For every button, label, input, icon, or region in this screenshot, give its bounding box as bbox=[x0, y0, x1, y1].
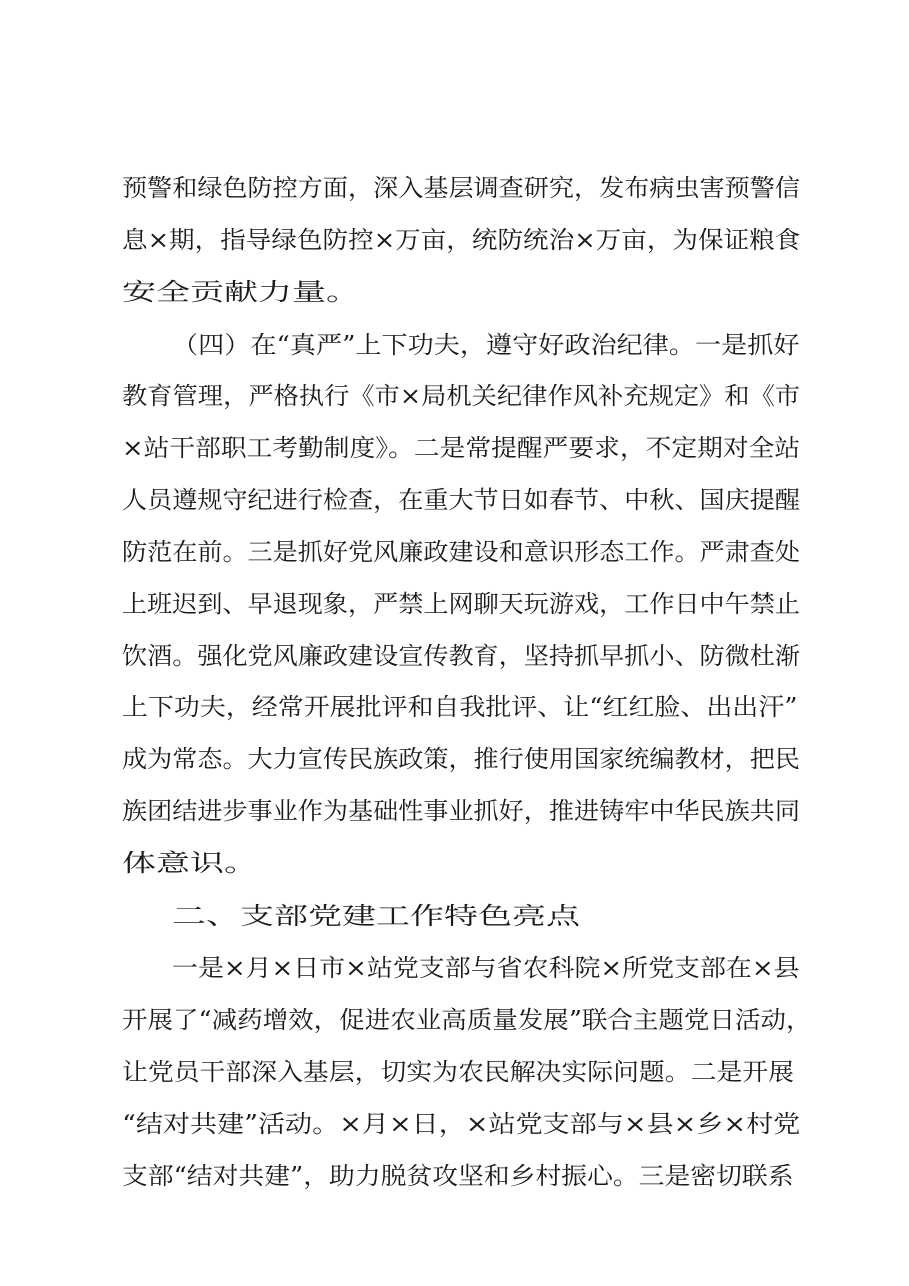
text-line: 体意识。 bbox=[122, 849, 258, 877]
text-line: 人员遵规守纪进行检查，在重大节日如春节、中秋、国庆提醒 bbox=[122, 486, 800, 514]
section-heading: 二、支部党建工作特色亮点 bbox=[172, 902, 580, 930]
text-line: （四）在“真严”上下功夫，遵守好政治纪律。一是抓好 bbox=[172, 331, 800, 359]
text-line: 饮酒。强化党风廉政建设宣传教育，坚持抓早抓小、防微杜渐 bbox=[122, 642, 800, 670]
text-line: 让党员干部深入基层，切实为农民解决实际问题。二是开展 bbox=[122, 1058, 795, 1086]
text-line: 成为常态。大力宣传民族政策，推行使用国家统编教材，把民 bbox=[122, 745, 800, 773]
text-line: 一是×月×日市×站党支部与省农科院×所党支部在×县 bbox=[172, 954, 800, 982]
text-line: 教育管理，严格执行《市×局机关纪律作风补充规定》和《市 bbox=[122, 382, 801, 410]
text-line: 开展了“减药增效，促进农业高质量发展”联合主题党日活动， bbox=[122, 1006, 812, 1034]
text-line: 预警和绿色防控方面，深入基层调查研究，发布病虫害预警信 bbox=[122, 174, 800, 202]
text-line: 上班迟到、早退现象，严禁上网聊天玩游戏，工作日中午禁止 bbox=[122, 590, 800, 618]
text-line: “结对共建”活动。×月×日，×站党支部与×县×乡×村党 bbox=[122, 1110, 801, 1138]
text-line: 上下功夫，经常开展批评和自我批评、让“红红脸、出出汗” bbox=[122, 693, 798, 721]
text-line: 族团结进步事业作为基础性事业抓好，推进铸牢中华民族共同 bbox=[122, 797, 800, 825]
text-line: 防范在前。三是抓好党风廉政建设和意识形态工作。严肃查处 bbox=[122, 538, 800, 566]
text-line: 支部“结对共建”，助力脱贫攻坚和乡村振心。三是密切联系 bbox=[122, 1162, 794, 1190]
text-line: ×站干部职工考勤制度》。二是常提醒严要求，不定期对全站 bbox=[122, 434, 801, 462]
text-line: 息×期，指导绿色防控×万亩，统防统治×万亩，为保证粮食 bbox=[122, 226, 801, 254]
text-line: 安全贡献力量。 bbox=[122, 278, 360, 306]
